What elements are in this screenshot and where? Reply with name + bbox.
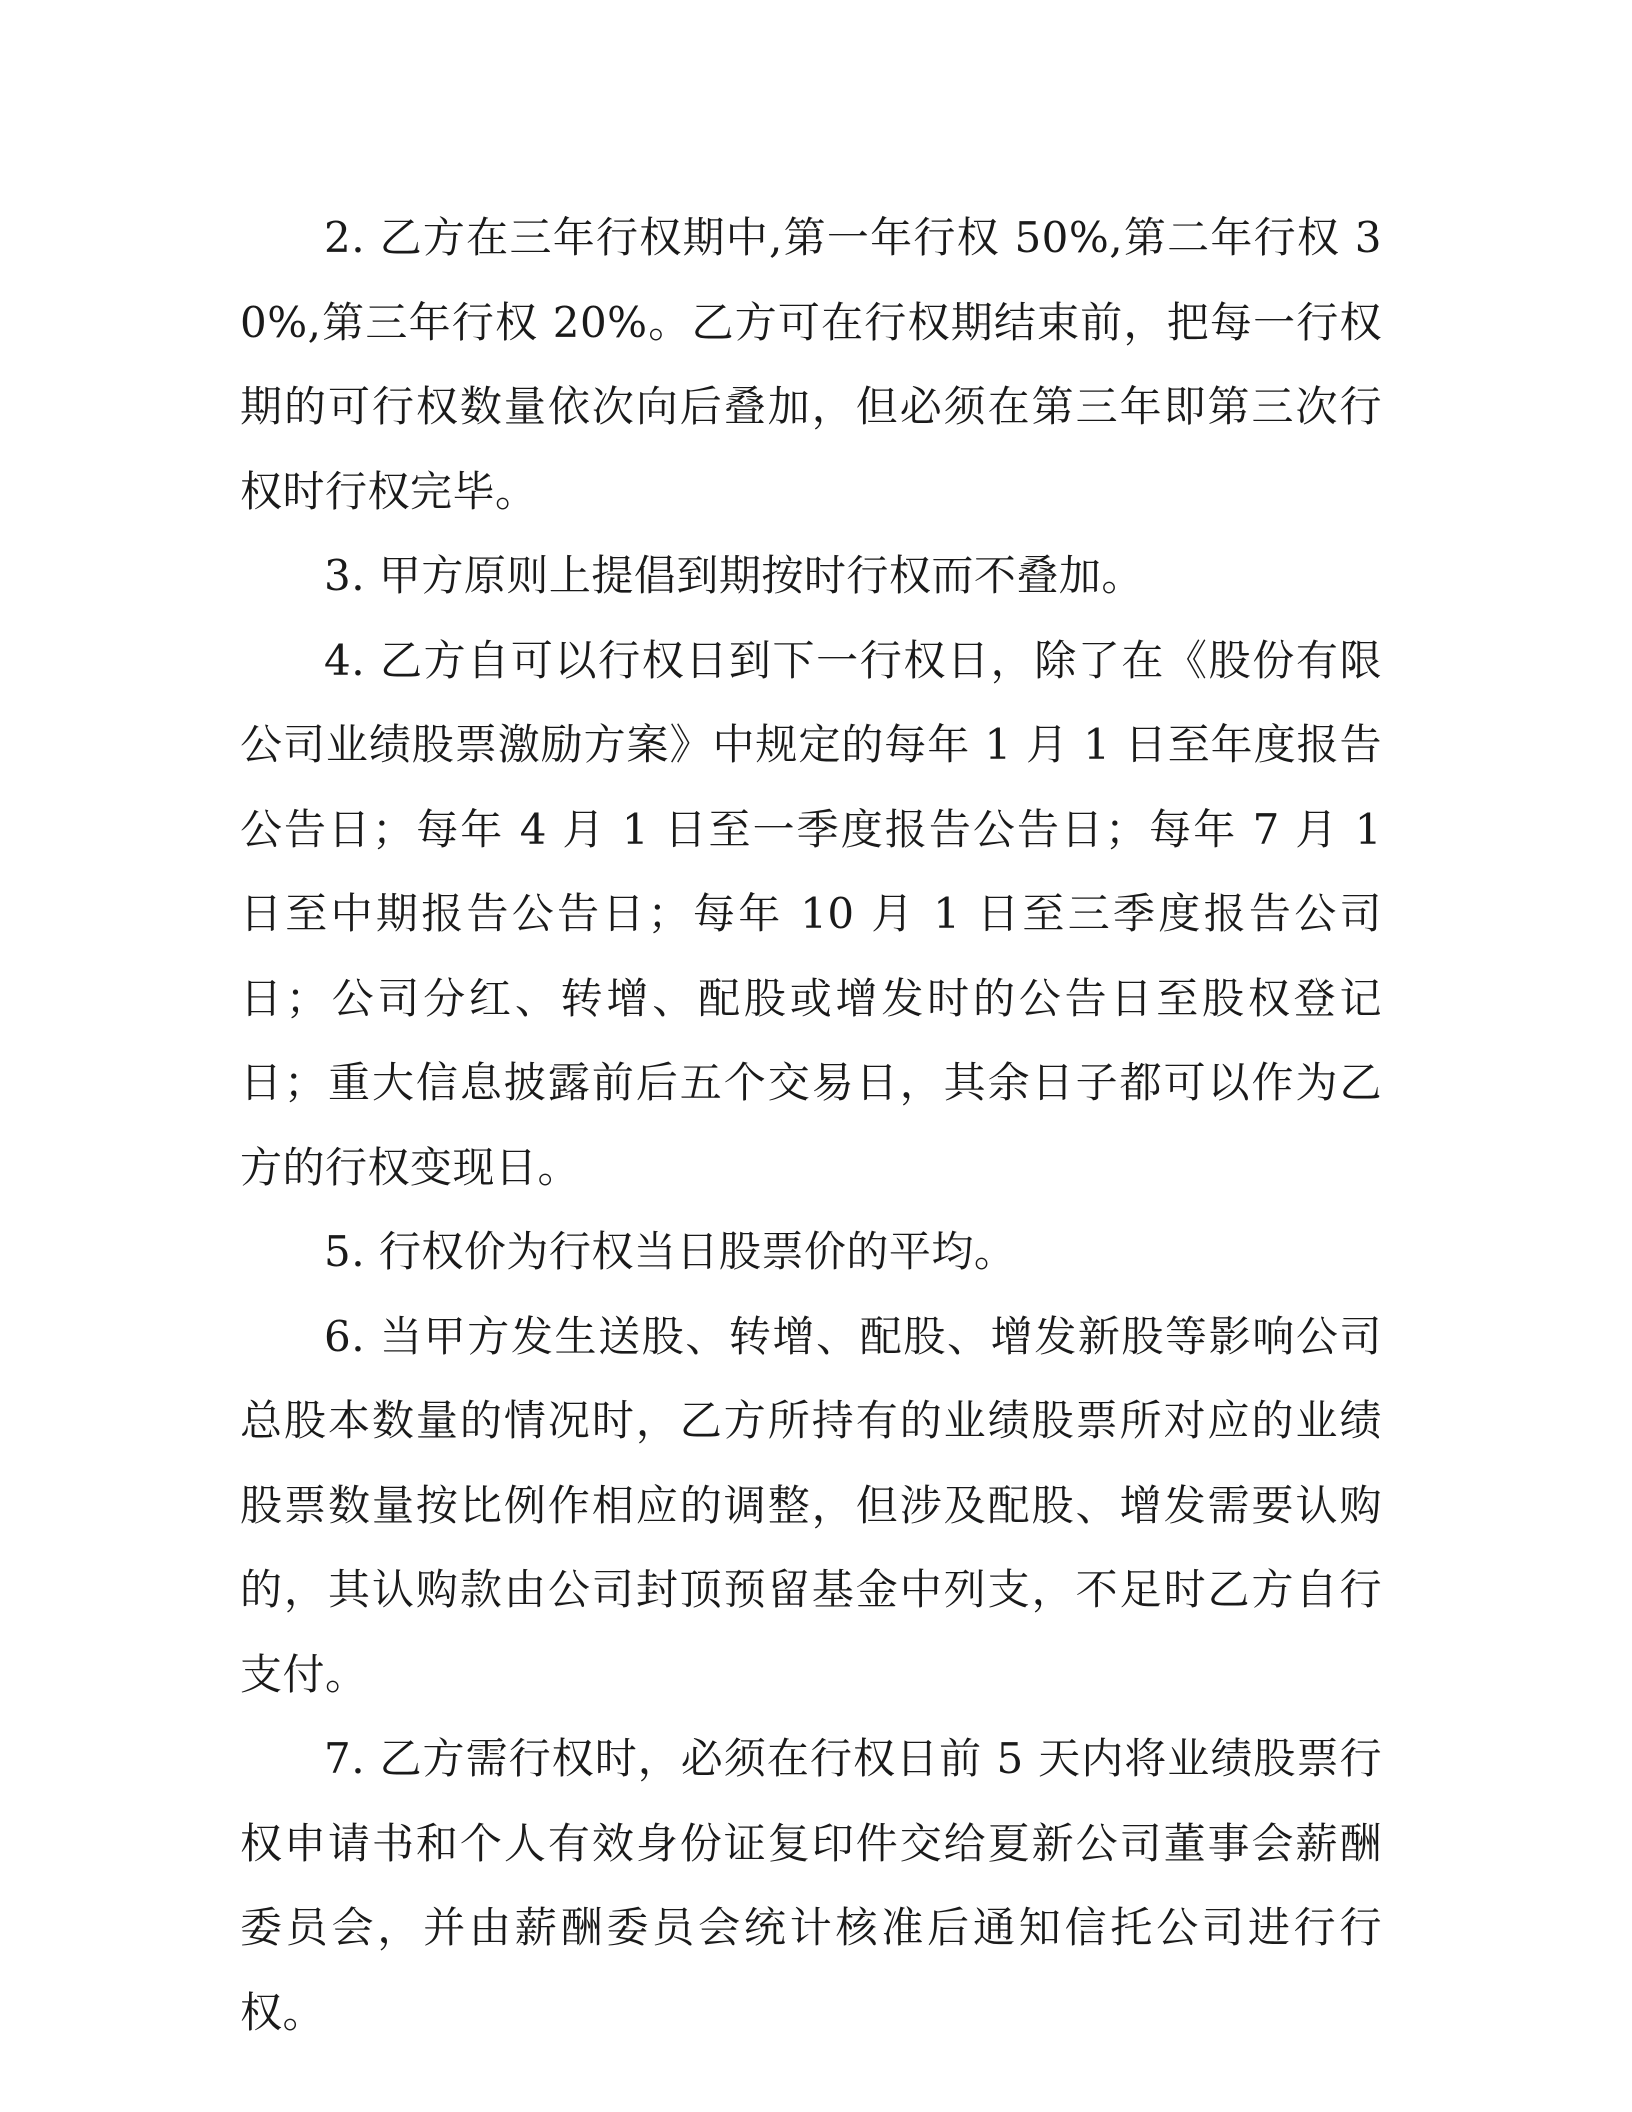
- clause-4-paragraph: 4. 乙方自可以行权日到下一行权日，除了在《股份有限公司业绩股票激励方案》中规定的每年 1 月 1 日至年度报告公告日；每年 4 月 1 日至一季度报告公告日；每年 7 月 1 日至中期报告公告日；每年 10 月 1 日至三季度报告公司日；公司分红、转增、配股或增发时的公告日至股权登记日；重大信息披露前后五个交易日，其余日子都可以作为乙方的行权变现日。: [240, 635, 1382, 1192]
- clause-7-paragraph: 7. 乙方需行权时，必须在行权日前 5 天内将业绩股票行权申请书和个人有效身份证复印件交给夏新公司董事会薪酬委员会，并由薪酬委员会统计核准后通知信托公司进行行权。: [240, 1734, 1382, 2037]
- clause-6-paragraph: 6. 当甲方发生送股、转增、配股、增发新股等影响公司总股本数量的情况时，乙方所持有的业绩股票所对应的业绩股票数量按比例作相应的调整，但涉及配股、增发需要认购的，其认购款由公司封顶预留基金中列支，不足时乙方自行支付。: [240, 1311, 1382, 1699]
- document-body: [240, 196, 1382, 2055]
- clause-2-paragraph: 2. 乙方在三年行权期中,第一年行权 50%,第二年行权 30%,第三年行权 20%。乙方可在行权期结束前，把每一行权期的可行权数量依次向后叠加，但必须在第三年即第三次行权时行权完毕。: [240, 213, 1382, 516]
- clause-5-paragraph: 5. 行权价为行权当日股票价的平均。: [324, 1227, 1017, 1276]
- clause-3-paragraph: 3. 甲方原则上提倡到期按时行权而不叠加。: [324, 551, 1144, 600]
